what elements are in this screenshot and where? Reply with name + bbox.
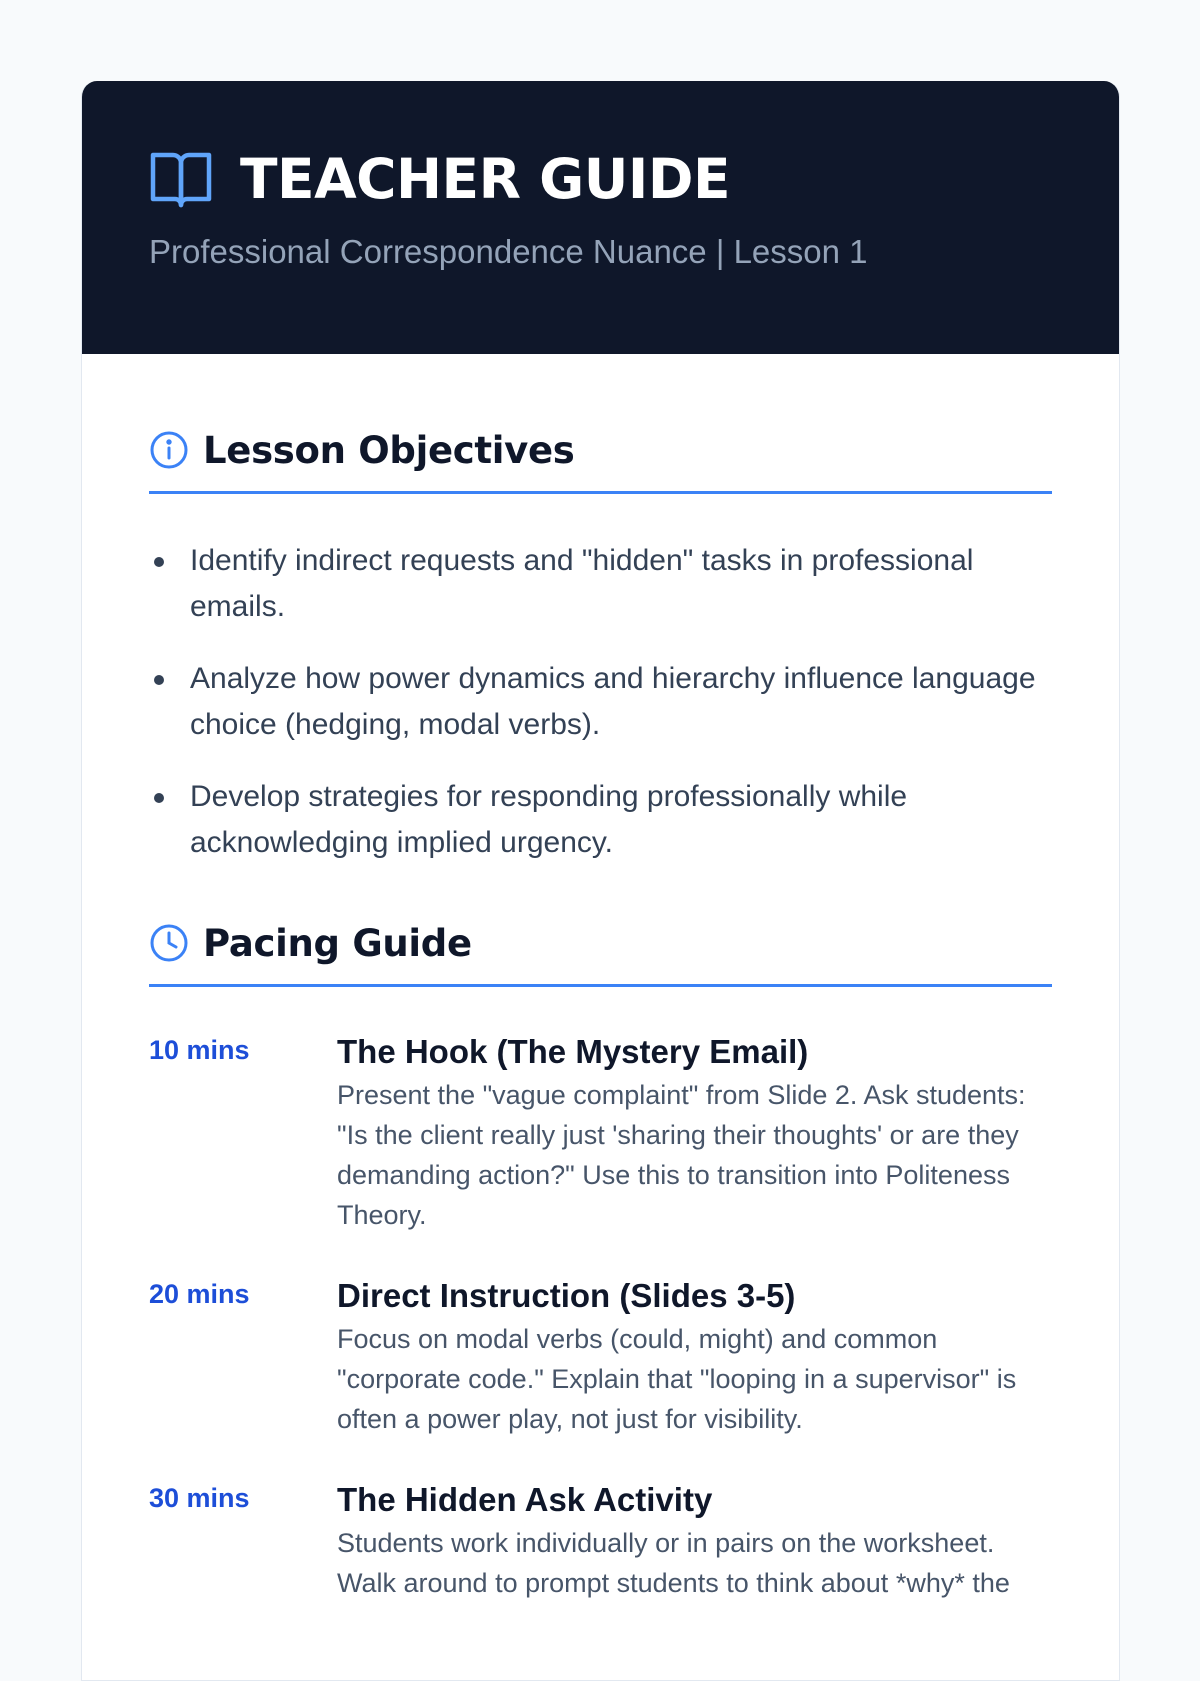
info-circle-icon xyxy=(149,430,189,470)
objective-text: Analyze how power dynamics and hierarchy influence language choice (hedging, modal verbs). xyxy=(190,662,1036,741)
objective-text: Identify indirect requests and "hidden" tasks in professional emails. xyxy=(190,544,974,623)
objective-item xyxy=(149,656,1052,748)
open-book-icon xyxy=(149,149,213,209)
bullet xyxy=(154,675,164,685)
objectives-list xyxy=(149,538,1052,866)
pacing-description: Focus on modal verbs (could, might) and common "corporate code." Explain that "looping in a supervisor" is often a power play, not just for visibility. xyxy=(337,1324,1017,1434)
guide-header xyxy=(82,81,1119,354)
pacing-description: Present the "vague complaint" from Slide 2. Ask students: "Is the client really just 'sharing their thoughts' or are they demanding action?" Use this to transition into Politeness Theory. xyxy=(337,1080,1026,1230)
pacing-title: The Hidden Ask Activity xyxy=(337,1481,713,1518)
objective-text: Develop strategies for responding professionally while acknowledging implied urgency. xyxy=(190,780,908,859)
pacing-title: The Hook (The Mystery Email) xyxy=(337,1033,809,1070)
clock-icon xyxy=(149,923,189,963)
pacing-time: 30 mins xyxy=(149,1483,250,1513)
pacing-row xyxy=(149,1275,1052,1439)
pacing-content xyxy=(337,1479,1052,1603)
pacing-time: 20 mins xyxy=(149,1279,250,1309)
pacing-content xyxy=(337,1275,1052,1439)
title-row xyxy=(149,148,1052,210)
page-subtitle: Professional Correspondence Nuance | Lesson 1 xyxy=(149,233,868,270)
objective-item xyxy=(149,538,1052,630)
pacing-heading: Pacing Guide xyxy=(203,921,472,965)
objective-item xyxy=(149,774,1052,866)
pacing-row xyxy=(149,1479,1052,1603)
bullet xyxy=(154,793,164,803)
objectives-section-header xyxy=(149,421,1052,494)
pacing-section-header xyxy=(149,914,1052,987)
teacher-guide-card xyxy=(81,81,1120,1681)
pacing-time: 10 mins xyxy=(149,1035,250,1065)
pacing-row xyxy=(149,1031,1052,1235)
pacing-description: Students work individually or in pairs on the worksheet. Walk around to prompt students to think about *why* the xyxy=(337,1528,1010,1598)
bullet xyxy=(154,557,164,567)
pacing-list xyxy=(149,1031,1052,1603)
page-title: TEACHER GUIDE xyxy=(240,147,731,211)
guide-body xyxy=(82,421,1119,1603)
objectives-heading: Lesson Objectives xyxy=(203,428,575,472)
pacing-title: Direct Instruction (Slides 3-5) xyxy=(337,1277,796,1314)
pacing-content xyxy=(337,1031,1052,1235)
